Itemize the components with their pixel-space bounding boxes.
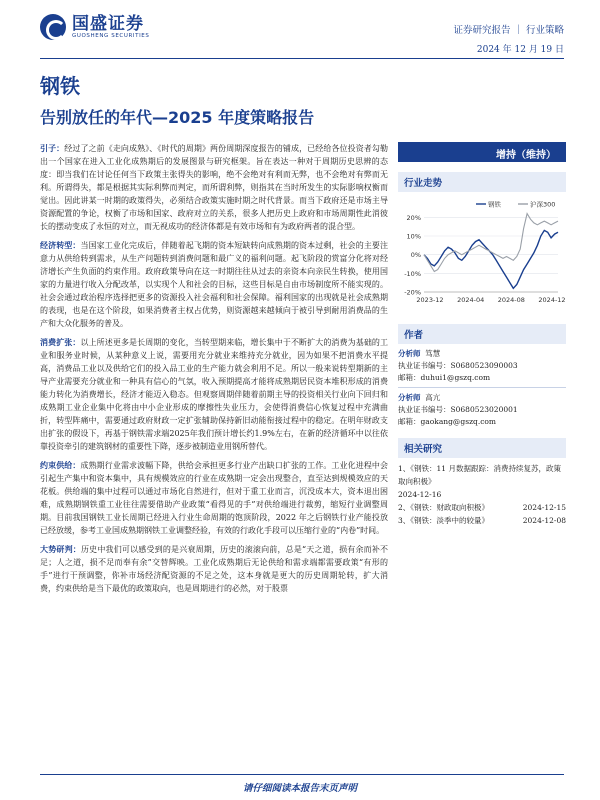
analyst-block xyxy=(398,348,566,428)
paragraph-text: 历史中我们可以感受到的是兴衰周期，历史的滚滚向前，总是“天之道，损有余而补不足；人之道，损不足而奉有余”交替辉映。工业化成熟期后无论供给和需求端都需要政策“有形的手”进行干预调整，你补市场经济配资源的不足之处，这本身就是更大的历史周期轮转，扩大消费，约束供给是当下最优的政策取向，也是周期进行的必然，对于股票 xyxy=(40,545,389,593)
y-tick-label: -10% xyxy=(404,269,421,278)
related-date: 2024-12-15 xyxy=(522,503,566,512)
related-title[interactable]: 1、《钢铁：11 月数据跟踪：消费持续复苏，政策取向积极》 xyxy=(398,464,561,486)
paragraph-lead: 大势研判： xyxy=(40,544,81,554)
paragraph-text: 成熟期行业需求波幅下降，供给会承担更多行业产出缺口扩张的工作。工业化进程中会引起生产集中和资本集中，具有规模效应的行业在成熟期一定会出现整合，直至达到规模效应的天花板。供给端的集中过程可以通过市场化自然进行，但对于重工业而言，沉没成本大，资本退出困难，成熟期钢铁重工业往往需要借助产业政策“看得见的手”对供给端进行裁剪，缩短行业调整周期。目前我国钢铁工业长周期已经进入行业生命周期的饱顶阶段，2022 年之后钢铁行业产能投放已经放缓，参考工业国成熟期钢铁工业调整经验，有效的行政化手段可以压缩行业的“内卷”时间。 xyxy=(40,461,389,535)
trend-header: 行业走势 xyxy=(398,172,566,192)
authors-header: 作者 xyxy=(398,324,566,344)
analyst-divider xyxy=(398,387,566,388)
analyst-email[interactable]: 邮箱：gaokang@gszq.com xyxy=(398,417,497,426)
y-tick-label: 20% xyxy=(406,213,421,222)
sector-name: 钢铁 xyxy=(40,74,80,98)
analyst-role: 分析师 xyxy=(398,349,421,358)
related-item[interactable] xyxy=(398,501,566,514)
paragraph-lead: 消费扩张： xyxy=(40,337,81,347)
logo-mark-icon xyxy=(40,14,66,40)
related-header: 相关研究 xyxy=(398,438,566,458)
logo-name-en: GUOSHENG SECURITIES xyxy=(72,33,150,39)
paragraph-lead: 经济转型： xyxy=(40,240,81,250)
related-date: 2024-12-08 xyxy=(522,516,566,525)
analyst-email[interactable]: 邮箱：duhui1@gszq.com xyxy=(398,373,491,382)
report-title: 告别放任的年代—2025 年度策略报告 xyxy=(40,108,315,127)
legend-label: 沪深300 xyxy=(530,200,556,209)
y-tick-label: 10% xyxy=(406,232,421,241)
analyst-name: 高亢 xyxy=(425,393,441,402)
sidebar xyxy=(398,142,566,527)
report-date: 2024 年 12 月 19 日 xyxy=(476,45,564,55)
logo-name-cn: 国盛证券 xyxy=(72,14,144,34)
related-item[interactable] xyxy=(398,462,566,501)
header-divider xyxy=(40,58,564,59)
x-tick-label: 2023-12 xyxy=(416,296,444,304)
paragraph-text: 当国家工业化完成后，伴随着起飞期的资本短缺转向成熟期的资本过剩，社会的主要注意力从供给转到需求，从生产问题转到消费问题和最广义的福利问题。起飞阶段的赏富分化将对经济增长产生负面的约束作用。政府政策导向在这一时期往往从过去的亲资本向亲民生转换，使用国家的力量进行收入分配改革，以实现个人和社会的目标，这些目标是自由市场制度所不能实现的。社会会通过政治程序选择把更多的资源投入社会福利和社会保障。福利国家的出现就是社会成熟期的表现，也是在这个阶段，如果消费者主权占优势，则资源越来越倾向于被引导到耐用消费品的生产和大众化服务的普及。 xyxy=(40,241,389,328)
related-title[interactable]: 3、《钢铁：淡季中的较量》 xyxy=(398,516,490,525)
paragraph-consumption xyxy=(40,336,388,453)
analyst-role: 分析师 xyxy=(398,393,421,402)
paragraph-text: 经过了之前《走向成熟》、《时代的周期》两份周期深度报告的铺成，已经给各位投资者勾勒出一个国家在进入工业化成熟期后的发展图景与研究框架。旨在表达一种对于周期历史思辨的态度：即当我们在讨论任何当下政策主张得失的影响，绝不会绝对有利而无弊，也不会绝对有弊而无利。所谓得失，都是根据其实际利弊而判定，而所谓利弊，则指其在当时所发生的实际影响权衡而觉出。因此讲某一时期的政策得失，必须结合政策实施时期之时代背景。而当下政府还是市场主导资源配置的争论，权衡了市场和国家、政府对立的关系，很多人把历史上政府和市场周期性此消彼长的摆动变成了永恒的对立，而无视成功的经济体都是有效市场和有为政府两者的混合型。 xyxy=(40,144,388,231)
paragraph-lead: 约束供给： xyxy=(40,460,81,470)
footer-divider xyxy=(40,774,564,775)
y-tick-label: -20% xyxy=(404,288,421,297)
report-type: 证券研究报告 ｜ 行业策略 xyxy=(453,25,564,36)
trend-chart-svg xyxy=(398,196,566,314)
x-tick-label: 2024-12 xyxy=(538,296,566,304)
x-tick-label: 2024-08 xyxy=(497,296,525,304)
analyst-name: 笃慧 xyxy=(425,349,441,358)
paragraph-supply xyxy=(40,459,388,537)
analyst-cert: 执业证书编号：S0680523020001 xyxy=(398,405,518,414)
related-date: 2024-12-16 xyxy=(398,490,442,499)
trend-chart xyxy=(398,196,566,314)
company-logo xyxy=(40,14,149,40)
analyst-cert: 执业证书编号：S0680523090003 xyxy=(398,361,518,370)
paragraph-transition xyxy=(40,239,388,330)
main-text xyxy=(40,142,388,601)
paragraph-lead: 引子： xyxy=(40,143,65,153)
x-tick-label: 2024-04 xyxy=(457,296,485,304)
legend-label: 钢铁 xyxy=(488,200,501,209)
paragraph-outlook xyxy=(40,543,388,595)
related-item[interactable] xyxy=(398,514,566,527)
related-list xyxy=(398,462,566,527)
rating-badge: 增持（维持） xyxy=(398,142,566,162)
footer-disclaimer: 请仔细阅读本报告末页声明 xyxy=(242,783,357,794)
y-tick-label: 0% xyxy=(410,251,421,260)
related-title[interactable]: 2、《钢铁：财政取向积极》 xyxy=(398,503,490,512)
paragraph-text: 以上所述更多是长周期的变化，当转型期来临，增长集中于不断扩大的消费为基础的工业和服务业时候，从某种意义上说，需要用充分就业来维持充分就业，因为如果不把消费水平提高，消费品工业以及供给它们的投入品工业的生产能力就会利用不足。所以一般来说转型期新的主导产业需要充分就业和一种具有信心的气氛，收入预期提高才能将成熟期居民资本堆积形成的消费能力转化为消费增长，经济才能迈入稳态。但观察周期伴随着前期主导的投资相关行业向下回归和成熟期工业企业集中化将由中小企业形成的摩擦性失业压力，会使得消费信心恢复过程中充满曲折，转型阵痛中，需要通过政府财政一定扩张辅助保持新旧动能衔接过程中的稳定。在明年财政支出扩张的假设下，再基于钢铁需求端2025年我们预计增长约1.9%左右，在新的经济循环中以往依靠投资牵引的建筑钢材的重要性下降，逐步被制造业用钢所替代。 xyxy=(40,338,389,451)
paragraph-intro xyxy=(40,142,388,233)
